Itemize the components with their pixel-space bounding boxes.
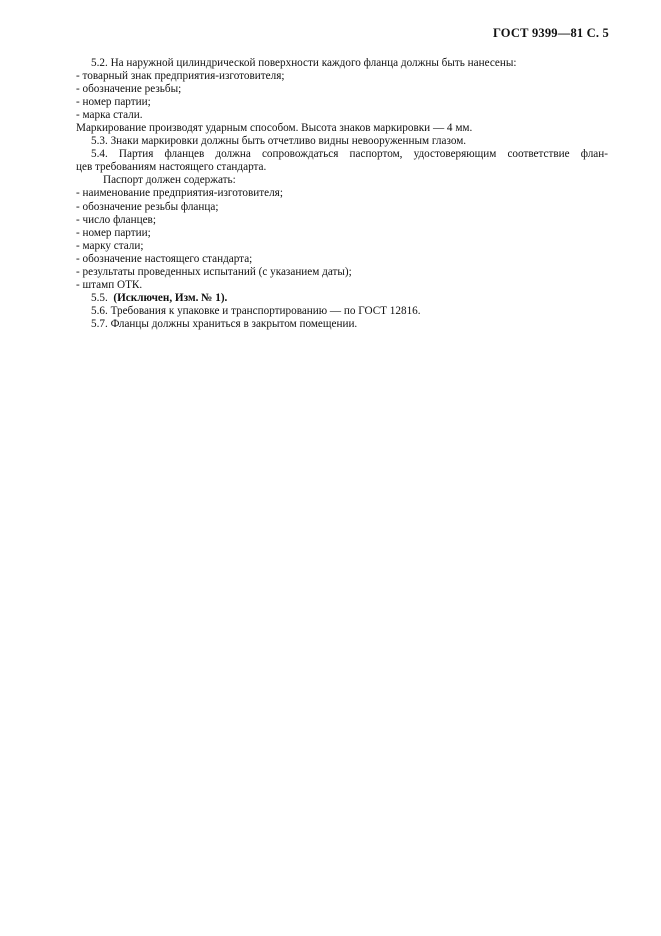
clause-5-2: 5.2. На наружной цилиндрической поверхности каждого фланца должны быть нанесены: xyxy=(91,57,517,69)
list-item: - результаты проведенных испытаний (с указанием даты); xyxy=(76,265,352,278)
clause-5-5 xyxy=(76,292,608,305)
marking-note: Маркирование производят ударным способом. Высота знаков маркировки — 4 мм. xyxy=(76,122,473,135)
list-item: - товарный знак предприятия-изготовителя; xyxy=(76,70,285,83)
list-item: - число фланцев; xyxy=(76,213,156,226)
list-item: - номер партии; xyxy=(76,96,151,109)
clause-5-7: 5.7. Фланцы должны храниться в закрытом помещении. xyxy=(91,317,358,330)
list-item: - марка стали. xyxy=(76,109,143,122)
clause-5-5-number: 5.5. xyxy=(91,291,108,304)
clause-5-5-text: (Исключен, Изм. № 1). xyxy=(113,291,228,304)
document-body xyxy=(76,57,608,331)
passport-heading: Паспорт должен содержать: xyxy=(103,174,236,187)
list-item: - штамп ОТК. xyxy=(76,278,143,291)
list-item: - номер партии; xyxy=(76,226,151,239)
list-item: - обозначение резьбы фланца; xyxy=(76,200,219,213)
clause-5-3: 5.3. Знаки маркировки должны быть отчетливо видны невооруженным глазом. xyxy=(91,135,467,148)
clause-5-4-line-2: цев требованиям настоящего стандарта. xyxy=(76,161,267,174)
list-item: - обозначение настоящего стандарта; xyxy=(76,252,253,265)
clause-5-6: 5.6. Требования к упаковке и транспортированию — по ГОСТ 12816. xyxy=(91,304,421,317)
list-item: - марку стали; xyxy=(76,239,144,252)
clause-5-4-line-1: 5.4. Партия фланцев должна сопровождаться паспортом, удостоверяющим соответствие флан- xyxy=(91,148,608,161)
list-item: - наименование предприятия-изготовителя; xyxy=(76,187,283,200)
page-header: ГОСТ 9399—81 С. 5 xyxy=(492,26,609,40)
list-item: - обозначение резьбы; xyxy=(76,83,182,96)
